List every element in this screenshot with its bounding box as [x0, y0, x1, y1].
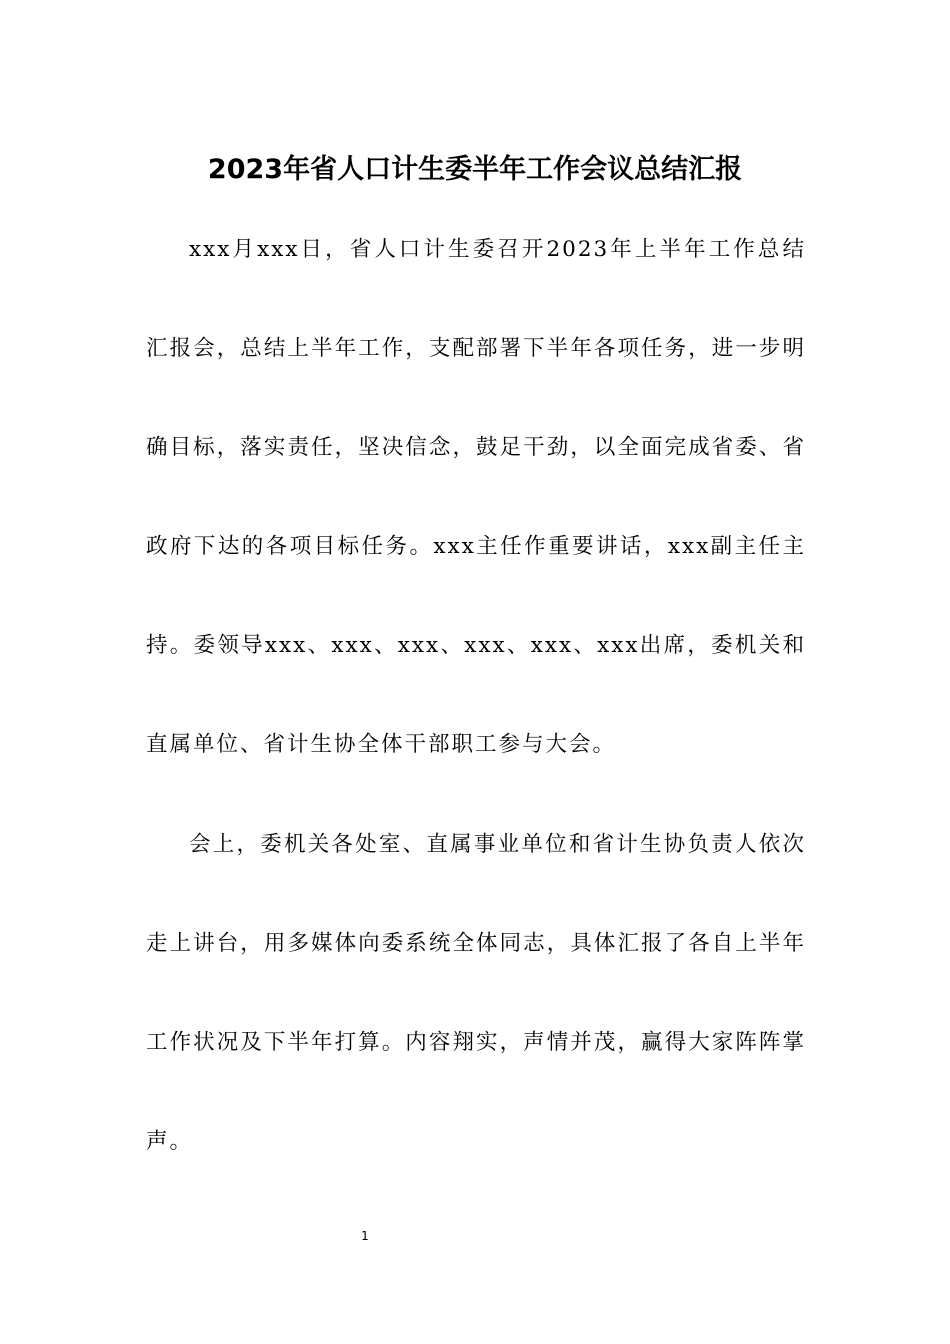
- paragraph-1: xxx月xxx日，省人口计生委召开2023年上半年工作总结汇报会，总结上半年工作，支配部署下半年各项任务，进一步明确目标，落实责任，坚决信念，鼓足干劲，以全面完成省委、省政府下达的各项目标任务。xxx主任作重要讲话，xxx副主任主持。委领导xxx、xxx、xxx、xxx、xxx、xxx出席，委机关和直属单位、省计生协全体干部职工参与大会。: [146, 237, 806, 757]
- document-title: 2023年省人口计生委半年工作会议总结汇报: [207, 154, 743, 186]
- paragraph-2-block: [146, 795, 806, 1191]
- paragraph-1-block: [146, 200, 806, 794]
- page-number: 1: [361, 1229, 369, 1243]
- paragraph-2: 会上，委机关各处室、直属事业单位和省计生协负责人依次走上讲台，用多媒体向委系统全体同志，具体汇报了各自上半年工作状况及下半年打算。内容翔实，声情并茂，赢得大家阵阵掌声。: [146, 832, 806, 1154]
